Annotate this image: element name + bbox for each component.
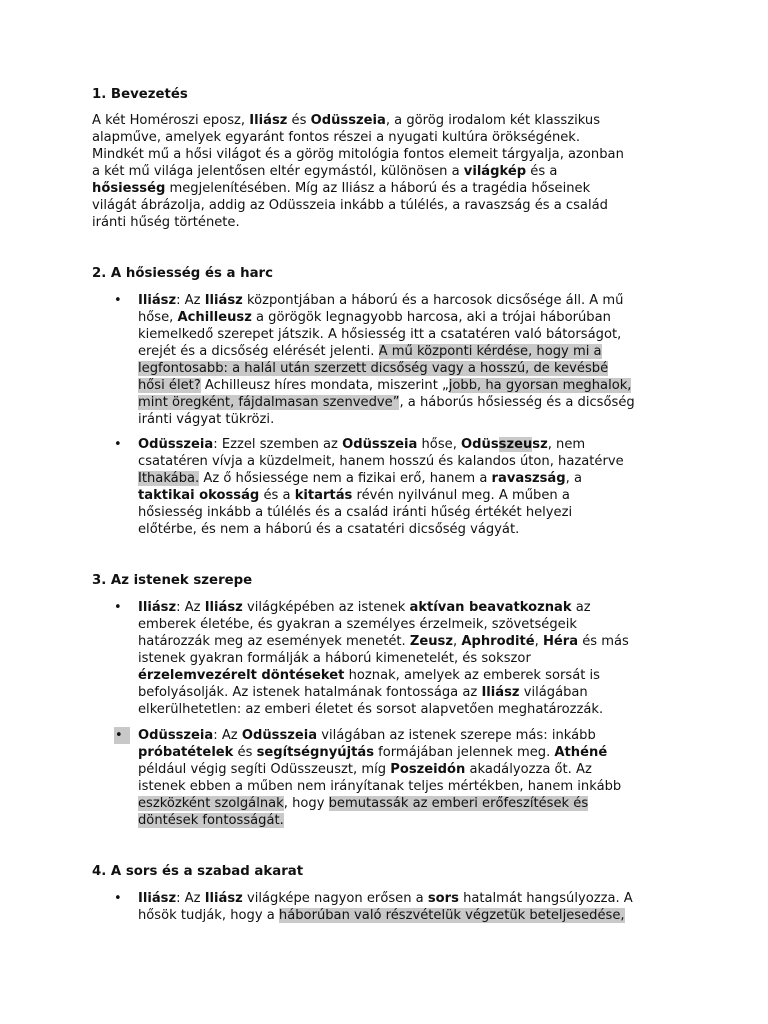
bullet-icon: •: [114, 891, 122, 906]
bold-text: aktívan beavatkoznak: [409, 600, 572, 615]
bullet-icon: •: [114, 727, 130, 744]
bold-text: próbatételek: [138, 745, 234, 760]
text-segment: Achilleusz híres mondata, miszerint „: [200, 378, 449, 393]
text-line: [138, 650, 698, 667]
bold-text: Iliász: [481, 685, 520, 700]
highlighted-text: háborúban való részvételük végzetük beteljesedése,: [278, 908, 625, 923]
text-line: [138, 521, 698, 538]
text-line: [138, 326, 698, 343]
section-heading-4: 4. A sors és a szabad akarat: [92, 864, 304, 879]
text-segment: világában az istenek szerepe más: inkább: [317, 728, 596, 743]
text-line: [138, 907, 698, 924]
text-segment: világképe nagyon erősen a: [242, 891, 428, 906]
text-line: [138, 377, 698, 394]
text-segment: révén nyilvánul meg. A műben a: [352, 488, 570, 503]
text-line: [138, 453, 698, 470]
text-segment: és a: [526, 164, 558, 179]
highlighted-text: A mű központi kérdése, hogy mi a: [378, 344, 602, 359]
bold-text: Achilleusz: [177, 310, 252, 325]
text-segment: , hogy: [283, 796, 329, 811]
text-segment: kiemelkedő szerepet játszik. A hősiesség itt a csatatéren való bátorságot,: [138, 327, 622, 342]
bold-text: világkép: [463, 164, 527, 179]
text-line: [138, 633, 698, 650]
highlighted-text: bemutassák az emberi erőfeszítések és: [328, 796, 589, 811]
text-segment: , a görög irodalom két klasszikus: [385, 113, 601, 128]
text-line: [138, 667, 698, 684]
text-line: [138, 599, 698, 616]
list-item-text: [138, 599, 698, 718]
text-line: [138, 684, 698, 701]
text-segment: például végig segíti Odüsszeuszt, míg: [138, 762, 391, 777]
text-segment: csatatéren vívja a küzdelmeit, hanem hosszú és kalandos úton, hazatérve: [138, 454, 624, 469]
text-segment: A két Homéroszi eposz,: [92, 113, 250, 128]
text-segment: Az ő hősiessége nem a fizikai erő, hanem a: [199, 471, 492, 486]
text-segment: világát ábrázolja, addig az Odüsszeia inkább a túlélés, a ravaszság és a család: [92, 198, 608, 213]
section-heading-2: 2. A hősiesség és a harc: [92, 266, 273, 281]
highlighted-text: mint öregként, fájdalmasan szenvedve”: [138, 395, 400, 410]
text-segment: elkerülhetetlen: az emberi életet és sorsot alapvetően meghatározzák.: [138, 702, 604, 717]
text-segment: ,: [452, 634, 462, 649]
bold-text: Iliász: [204, 600, 243, 615]
text-segment: : Az: [176, 600, 205, 615]
text-segment: befolyásolják. Az istenek hatalmának fontossága az: [138, 685, 482, 700]
highlighted-text: hősi élet?: [138, 378, 201, 393]
text-line: [138, 761, 698, 778]
bold-text: kitartás: [294, 488, 353, 503]
text-line: [92, 112, 692, 129]
text-line: [138, 470, 698, 487]
bold-text: Poszeidón: [390, 762, 466, 777]
text-segment: , a: [565, 471, 582, 486]
text-segment: az: [571, 600, 591, 615]
bold-text: érzelemvezérelt döntéseket: [138, 668, 345, 683]
text-line: [138, 394, 698, 411]
text-line: [138, 292, 698, 309]
bold-text: Iliász: [138, 600, 177, 615]
text-segment: és: [287, 113, 311, 128]
text-segment: formájában jelennek meg.: [374, 745, 555, 760]
text-segment: hőse,: [138, 310, 178, 325]
text-segment: ,: [534, 634, 543, 649]
text-line: [138, 616, 698, 633]
text-line: [138, 744, 698, 761]
bold-text: Iliász: [138, 293, 177, 308]
highlighted-text: Ithakába.: [138, 471, 200, 486]
text-segment: iránti hűség története.: [92, 215, 240, 230]
text-segment: emberek életébe, és gyakran a személyes érzelmeik, szövetségeik: [138, 617, 577, 632]
highlighted-text: szeu: [498, 437, 533, 452]
text-segment: istenek gyakran formálják a háború kimenetelét, és sokszor: [138, 651, 531, 666]
text-segment: világában: [519, 685, 588, 700]
text-segment: Mindkét mű a hősi világot és a görög mitológia fontos elemeit tárgyalja, azonban: [92, 147, 624, 162]
highlighted-text: legfontosabb: a halál után szerzett dicsőség vagy a hosszú, de kevésbé: [138, 361, 609, 376]
bold-text: sz: [532, 437, 548, 452]
list-item-text: [138, 292, 698, 428]
bold-text: hősiesség: [92, 181, 166, 196]
text-line: [92, 180, 692, 197]
text-segment: a görögök legnagyobb harcosa, aki a trójai háborúban: [251, 310, 611, 325]
bold-text: Iliász: [249, 113, 288, 128]
list-item-text: [138, 436, 698, 538]
bold-text: Odüsszeia: [138, 728, 214, 743]
text-line: [138, 487, 698, 504]
text-segment: : Az: [213, 728, 242, 743]
text-segment: : Az: [176, 891, 205, 906]
bold-text: Athéné: [554, 745, 608, 760]
section-heading-1: 1. Bevezetés: [92, 87, 188, 102]
bold-text: sors: [427, 891, 459, 906]
text-segment: hőse,: [417, 437, 462, 452]
text-line: [138, 309, 698, 326]
bold-text: Héra: [542, 634, 579, 649]
text-segment: és a: [259, 488, 295, 503]
text-segment: a két mű világa jelentősen eltér egymástól, különösen a: [92, 164, 464, 179]
bold-text: Odüsszeia: [138, 437, 214, 452]
bullet-icon: •: [114, 437, 122, 452]
text-line: [138, 812, 698, 829]
text-line: [138, 360, 698, 377]
bold-text: Odüsszeia: [342, 437, 418, 452]
text-segment: iránti vágyat tükrözi.: [138, 412, 275, 427]
text-segment: alapműve, amelyek egyaránt fontos részei a nyugati kultúra örökségének.: [92, 130, 581, 145]
text-segment: és más: [578, 634, 629, 649]
text-line: [92, 129, 692, 146]
text-segment: , a háborús hősiesség és a dicsőség: [399, 395, 635, 410]
text-segment: hatalmát hangsúlyozza. A: [458, 891, 633, 906]
highlighted-text: döntések fontosságát.: [138, 813, 284, 828]
text-line: [92, 214, 692, 231]
bold-text: segítségnyújtás: [256, 745, 374, 760]
bold-text: ravaszság: [491, 471, 566, 486]
text-line: [138, 795, 698, 812]
text-segment: istenek ebben a műben nem irányítanak teljes mértékben, hanem inkább: [138, 779, 622, 794]
bold-text: Odüsszeia: [241, 728, 318, 743]
text-line: [138, 778, 698, 795]
text-line: [92, 163, 692, 180]
text-segment: határozzák meg az események menetét.: [138, 634, 410, 649]
text-segment: akadályozza őt. Az: [465, 762, 592, 777]
text-line: [92, 197, 692, 214]
bold-text: Zeusz: [409, 634, 453, 649]
text-line: [138, 343, 698, 360]
text-line: [138, 504, 698, 521]
highlighted-text: eszközként szolgálnak: [138, 796, 284, 811]
section-heading-3: 3. Az istenek szerepe: [92, 573, 253, 588]
bold-text: Iliász: [204, 891, 243, 906]
text-segment: , nem: [547, 437, 586, 452]
list-item-text: [138, 890, 698, 924]
text-segment: megjelenítésében. Míg az Iliász a háború és a tragédia hőseinek: [165, 181, 591, 196]
list-item-text: [138, 727, 698, 829]
text-line: [138, 436, 698, 453]
text-segment: és: [233, 745, 257, 760]
text-segment: : Ezzel szemben az: [213, 437, 343, 452]
bold-text: Iliász: [204, 293, 243, 308]
text-line: [138, 701, 698, 718]
text-segment: hoznak, amelyek az emberek sorsát is: [344, 668, 600, 683]
text-segment: világképében az istenek: [242, 600, 410, 615]
intro-paragraph: [92, 112, 692, 231]
bold-text: Odüs: [461, 437, 499, 452]
bold-text: Iliász: [138, 891, 177, 906]
text-segment: hősiesség inkább a túlélés és a család iránti hűség értékét helyezi: [138, 505, 573, 520]
text-line: [138, 411, 698, 428]
text-segment: központjában a háború és a harcosok dicsősége áll. A mű: [242, 293, 624, 308]
text-segment: előtérbe, és nem a háború és a csatatéri dicsőség vágyát.: [138, 522, 520, 537]
text-segment: : Az: [176, 293, 205, 308]
bullet-icon: •: [114, 293, 122, 308]
bold-text: taktikai okosság: [138, 488, 260, 503]
bold-text: Aphrodité: [461, 634, 535, 649]
text-line: [138, 727, 698, 744]
text-line: [92, 146, 692, 163]
bullet-icon: •: [114, 600, 122, 615]
text-segment: hősök tudják, hogy a: [138, 908, 279, 923]
highlighted-text: jobb, ha gyorsan meghalok,: [448, 378, 632, 393]
bold-text: Odüsszeia: [310, 113, 386, 128]
text-line: [138, 890, 698, 907]
text-segment: erejét és a dicsőség elérését jelenti.: [138, 344, 379, 359]
